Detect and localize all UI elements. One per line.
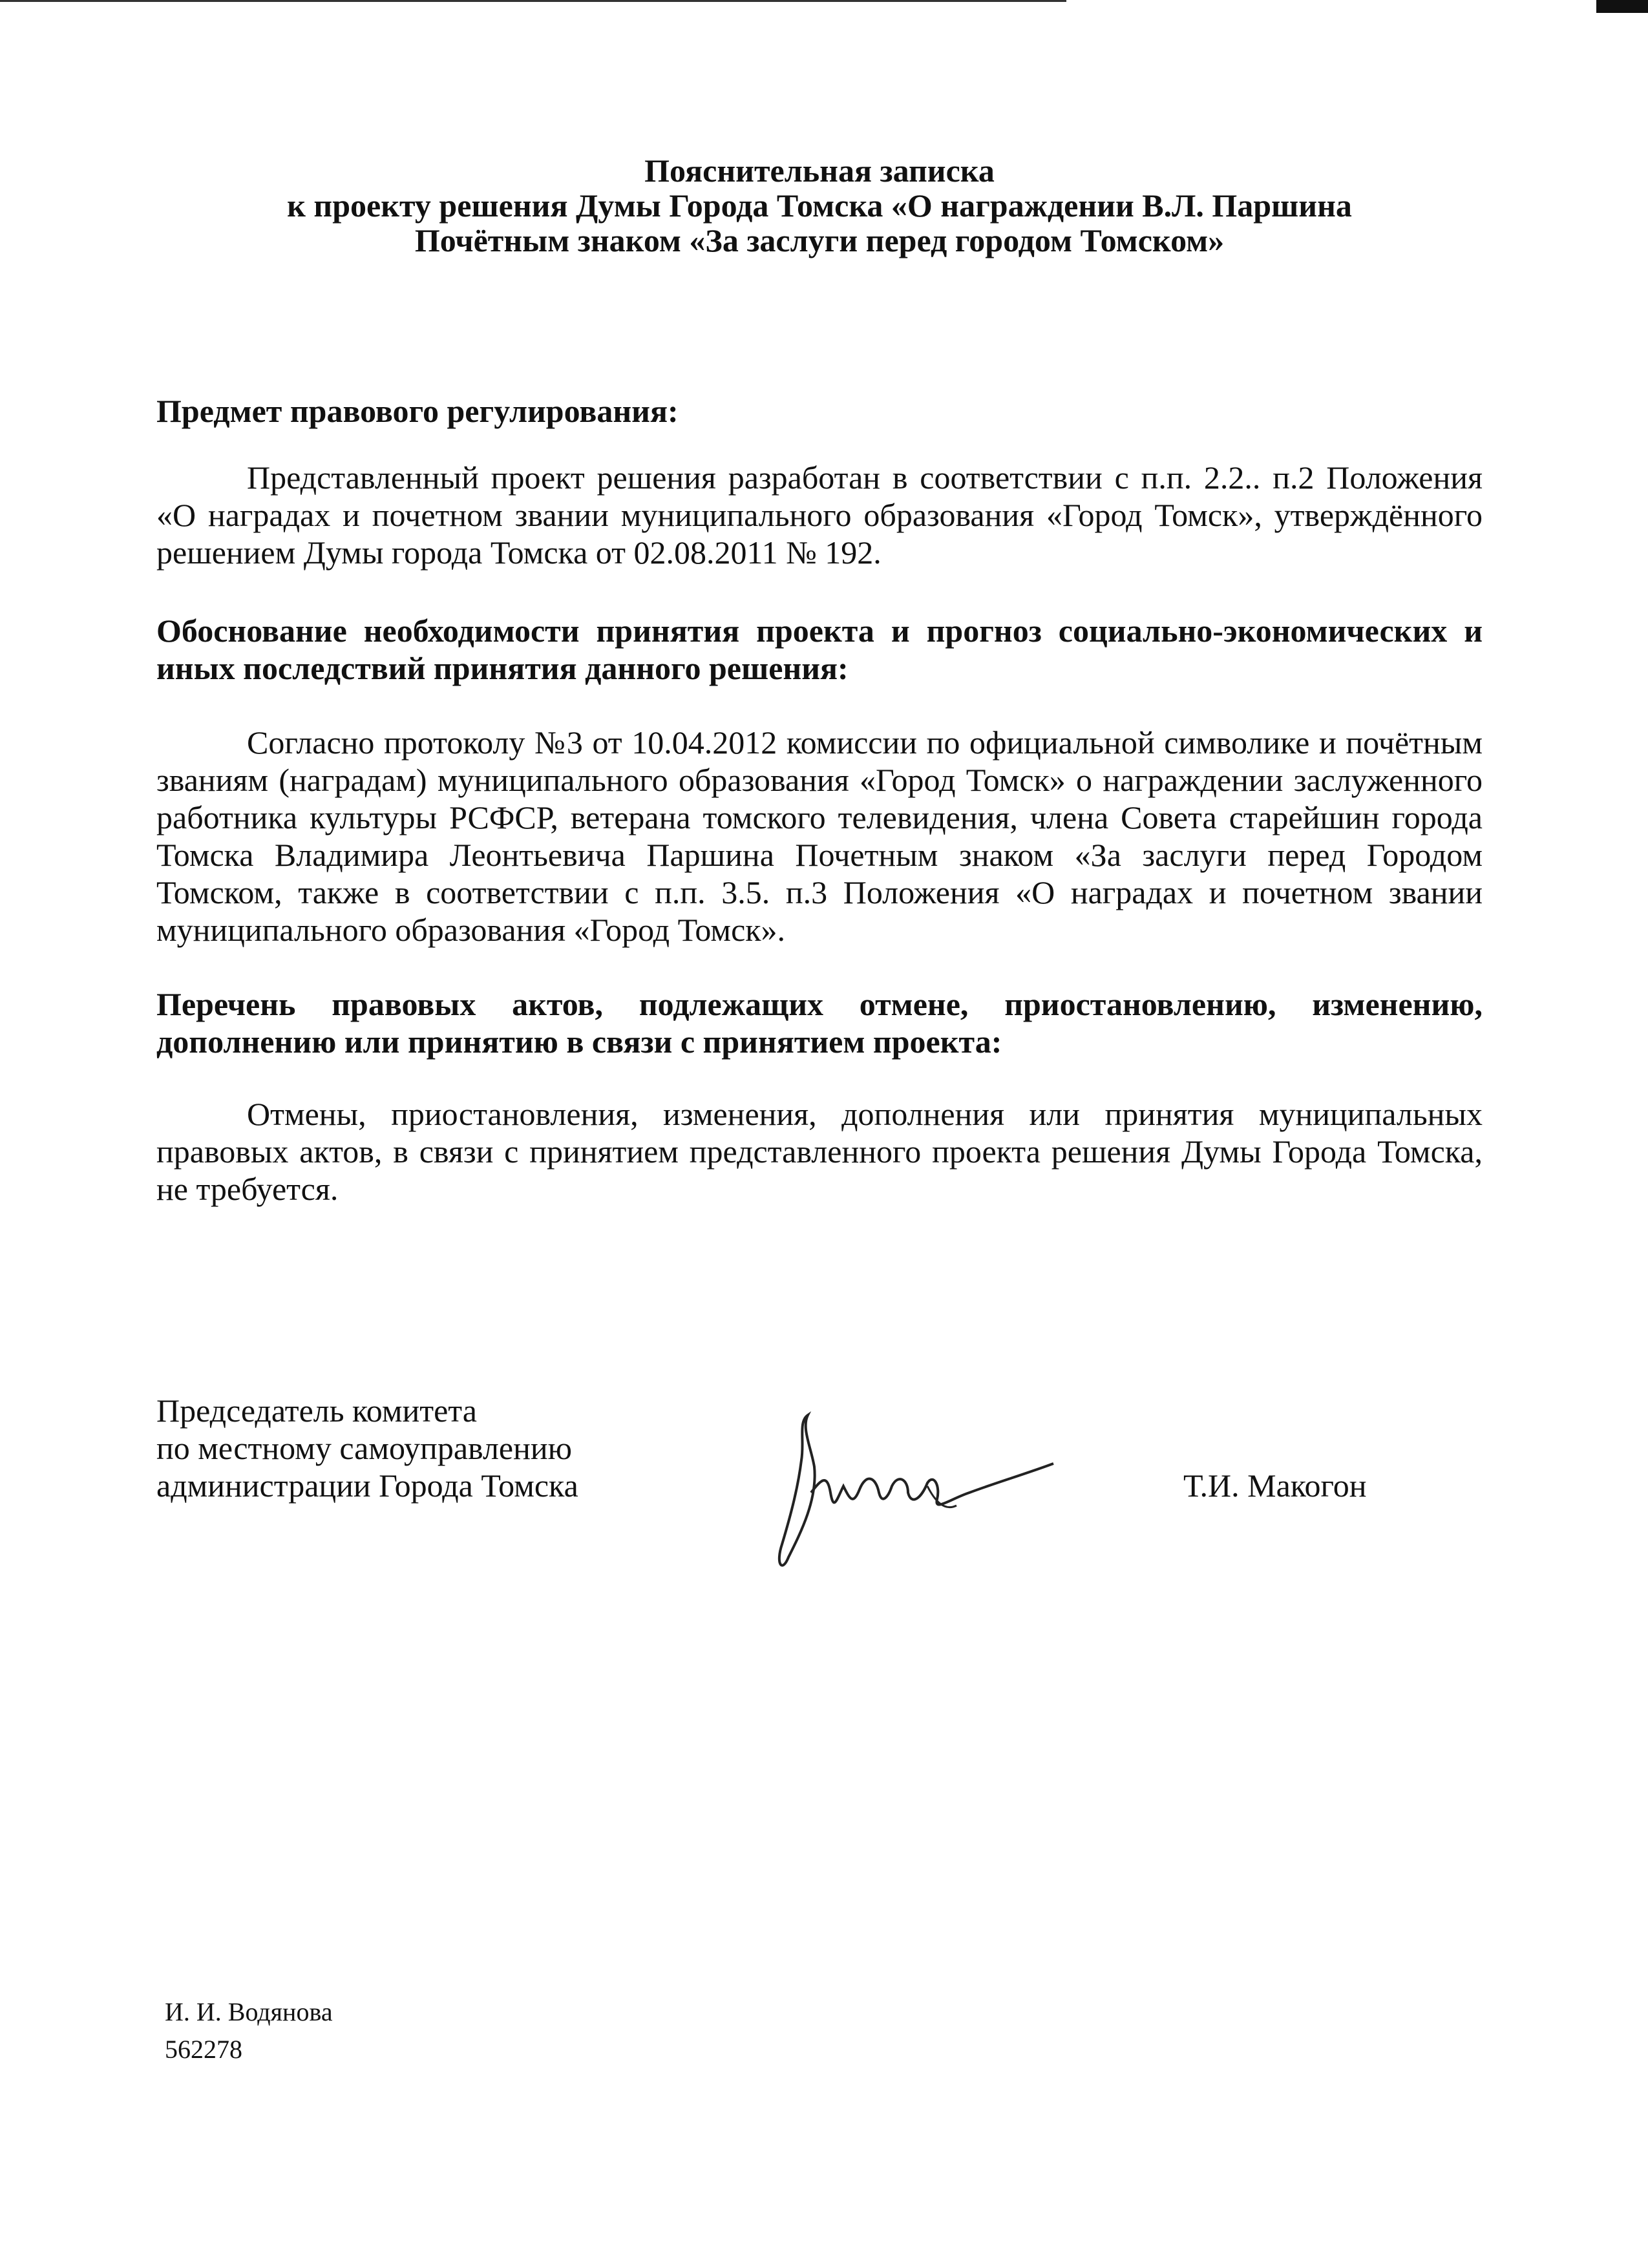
title-line: к проекту решения Думы Города Томска «О награждении В.Л. Паршина [287,187,1352,224]
scan-corner-mark [1596,0,1648,13]
section-body: Отмены, приостановления, изменения, дополнения или принятия муниципальных правовых актов, в связи с принятием представленного проекта решения Думы Города Томска, не требуется. [156,1096,1483,1207]
executor-info [165,1993,333,2068]
handwritten-signature [763,1402,1066,1583]
executor-name: И. И. Водянова [165,1997,333,2026]
document-title [156,152,1483,259]
position-line: по местному самоуправлению [156,1430,572,1466]
executor-phone: 562278 [165,2035,242,2064]
position-line: Председатель комитета [156,1392,477,1429]
section-heading: Предмет правового регулирования: [156,393,679,429]
section-body: Представленный проект решения разработан в соответствии с п.п. 2.2.. п.2 Положения «О наградах и почетном звании муниципального образования «Город Томск», утверждённого решением Думы города Томска от 02.08.2011 № 192. [156,459,1483,571]
position-line: администрации Города Томска [156,1467,578,1504]
scan-edge-line [0,0,1066,2]
section-body: Согласно протоколу №3 от 10.04.2012 комиссии по официальной символике и почётным званиям (наградам) муниципального образования «Город Томск» о награждении заслуженного работника культуры РСФСР, ветерана томского телевидения, члена Совета старейшин города Томска Владимира Леонтьевича Паршина Почетным знаком «За заслуги перед Городом Томском, также в соответствии с п.п. 3.5. п.3 Положения «О наградах и почетном звании муниципального образования «Город Томск». [156,724,1483,948]
signer-position [156,1392,738,1504]
section-heading: Перечень правовых актов, подлежащих отмене, приостановлению, изменению, дополнению или принятию в связи с принятием проекта: [156,986,1483,1060]
section-heading: Обоснование необходимости принятия проекта и прогноз социально-экономических и иных последствий принятия данного решения: [156,613,1483,686]
title-line: Почётным знаком «За заслуги перед городом Томском» [414,222,1225,258]
signer-name: Т.И. Макогон [1183,1467,1367,1504]
title-line: Пояснительная записка [644,152,995,189]
